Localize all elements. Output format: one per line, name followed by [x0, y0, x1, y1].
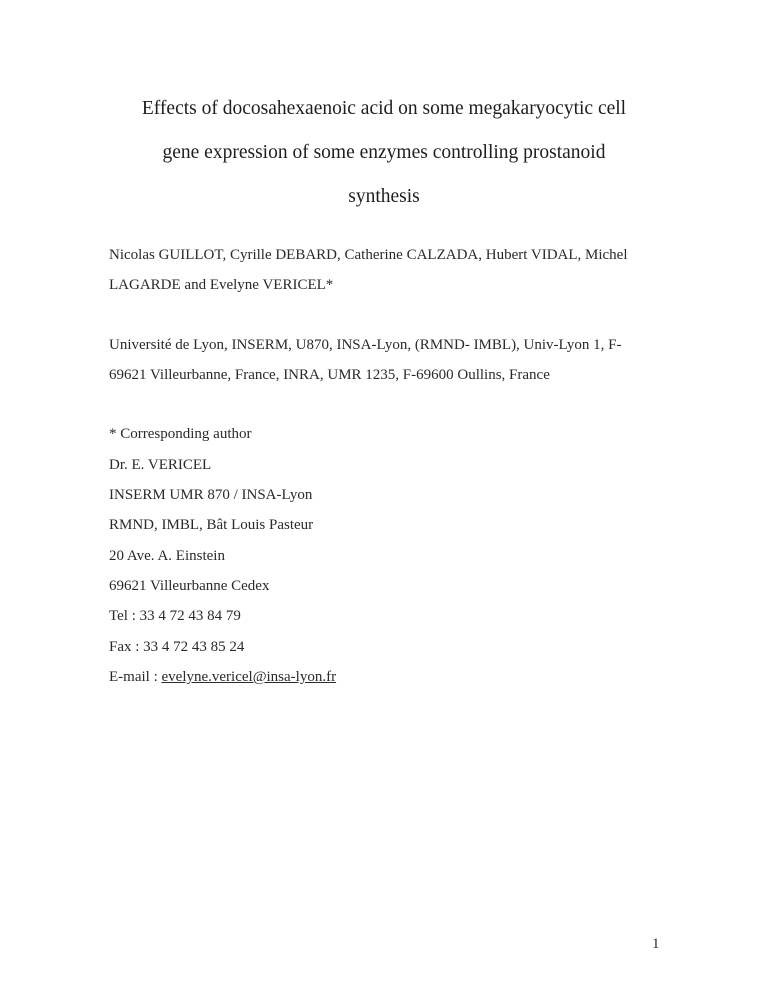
page-number: 1 — [652, 936, 660, 952]
title-line-3: synthesis — [348, 186, 420, 207]
corresponding-author-name: Dr. E. VERICEL — [109, 457, 212, 473]
address-line-2: RMND, IMBL, Bât Louis Pasteur — [109, 517, 314, 533]
authors-line-1: Nicolas GUILLOT, Cyrille DEBARD, Catherine CALZADA, Hubert VIDAL, Michel — [109, 247, 628, 263]
fax: Fax : 33 4 72 43 85 24 — [109, 639, 245, 655]
email-label: E-mail : — [109, 669, 162, 685]
address-line-4: 69621 Villeurbanne Cedex — [109, 578, 270, 594]
address-line-1: INSERM UMR 870 / INSA-Lyon — [109, 487, 313, 503]
email-link[interactable]: evelyne.vericel@insa-lyon.fr — [161, 669, 337, 685]
telephone: Tel : 33 4 72 43 84 79 — [109, 608, 241, 624]
title-line-1: Effects of docosahexaenoic acid on some megakaryocytic cell — [141, 98, 627, 119]
email-line — [109, 669, 336, 686]
affiliation-line-1: Université de Lyon, INSERM, U870, INSA-Lyon, (RMND- IMBL), Univ-Lyon 1, F- — [109, 337, 622, 353]
authors-line-2: LAGARDE and Evelyne VERICEL* — [109, 277, 334, 293]
corresponding-author-heading: * Corresponding author — [109, 426, 252, 442]
title-line-2: gene expression of some enzymes controlling prostanoid — [162, 142, 606, 163]
address-line-3: 20 Ave. A. Einstein — [109, 548, 225, 564]
affiliation-line-2: 69621 Villeurbanne, France, INRA, UMR 1235, F-69600 Oullins, France — [109, 367, 550, 383]
